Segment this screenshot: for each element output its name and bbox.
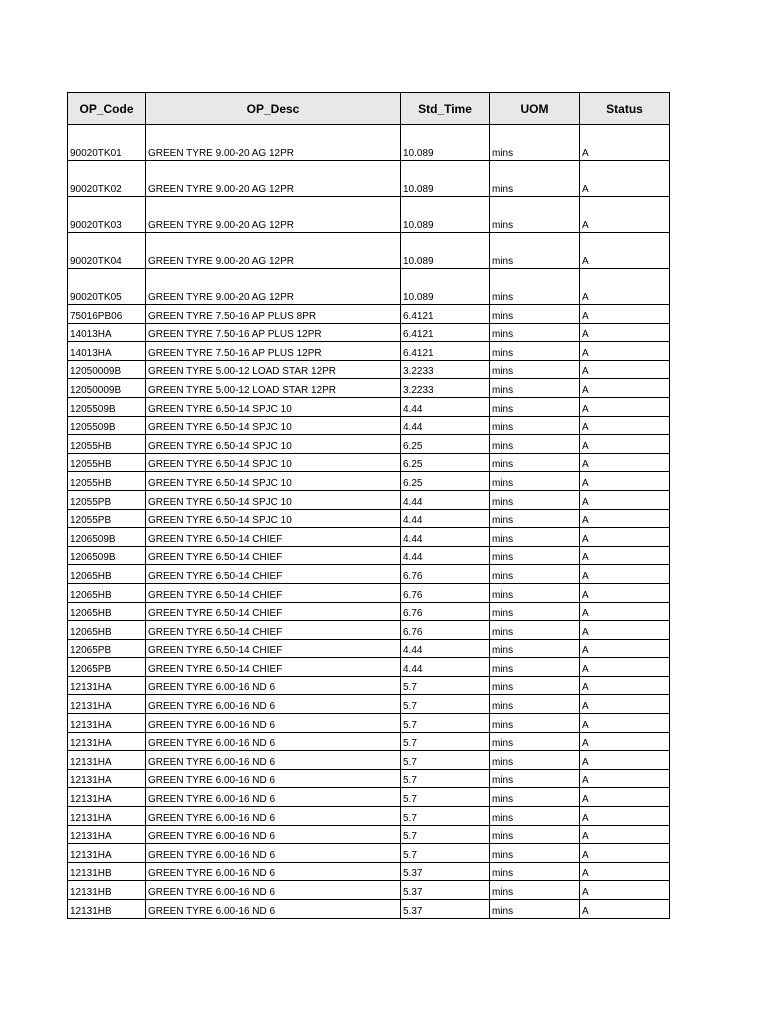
table-row <box>68 788 670 807</box>
cell-std-time: 6.25 <box>401 472 490 491</box>
cell-status: A <box>580 676 670 695</box>
cell-status: A <box>580 565 670 584</box>
cell-uom: mins <box>490 714 580 733</box>
cell-op-code: 14013HA <box>68 342 146 361</box>
cell-op-code: 90020TK01 <box>68 125 146 161</box>
table-row <box>68 583 670 602</box>
cell-uom: mins <box>490 233 580 269</box>
cell-status: A <box>580 360 670 379</box>
table-row <box>68 881 670 900</box>
cell-op-code: 12055PB <box>68 509 146 528</box>
cell-op-desc: GREEN TYRE 6.50-14 CHIEF <box>146 602 401 621</box>
cell-uom: mins <box>490 900 580 919</box>
cell-op-code: 12131HA <box>68 714 146 733</box>
cell-std-time: 4.44 <box>401 528 490 547</box>
cell-op-desc: GREEN TYRE 6.50-14 CHIEF <box>146 583 401 602</box>
cell-uom: mins <box>490 453 580 472</box>
table-row <box>68 676 670 695</box>
cell-status: A <box>580 490 670 509</box>
table-row <box>68 565 670 584</box>
cell-std-time: 3.2233 <box>401 360 490 379</box>
cell-status: A <box>580 416 670 435</box>
cell-op-desc: GREEN TYRE 9.00-20 AG 12PR <box>146 125 401 161</box>
table-header <box>68 93 670 125</box>
cell-uom: mins <box>490 621 580 640</box>
cell-op-desc: GREEN TYRE 6.50-14 CHIEF <box>146 639 401 658</box>
cell-op-desc: GREEN TYRE 6.50-14 SPJC 10 <box>146 490 401 509</box>
cell-std-time: 5.7 <box>401 751 490 770</box>
cell-op-desc: GREEN TYRE 9.00-20 AG 12PR <box>146 161 401 197</box>
cell-status: A <box>580 621 670 640</box>
cell-op-code: 12065PB <box>68 658 146 677</box>
cell-op-desc: GREEN TYRE 6.50-14 SPJC 10 <box>146 416 401 435</box>
cell-op-code: 1206509B <box>68 528 146 547</box>
cell-op-code: 12131HA <box>68 825 146 844</box>
cell-uom: mins <box>490 695 580 714</box>
header-row <box>68 93 670 125</box>
cell-op-code: 90020TK02 <box>68 161 146 197</box>
table-row <box>68 360 670 379</box>
cell-std-time: 5.37 <box>401 881 490 900</box>
cell-std-time: 4.44 <box>401 509 490 528</box>
cell-uom: mins <box>490 269 580 305</box>
cell-std-time: 4.44 <box>401 490 490 509</box>
cell-status: A <box>580 900 670 919</box>
cell-uom: mins <box>490 379 580 398</box>
table-row <box>68 305 670 324</box>
cell-uom: mins <box>490 769 580 788</box>
table-row <box>68 528 670 547</box>
table-row <box>68 342 670 361</box>
cell-status: A <box>580 714 670 733</box>
table-row <box>68 807 670 826</box>
cell-uom: mins <box>490 472 580 491</box>
cell-op-desc: GREEN TYRE 6.00-16 ND 6 <box>146 881 401 900</box>
cell-status: A <box>580 125 670 161</box>
cell-std-time: 10.089 <box>401 197 490 233</box>
cell-uom: mins <box>490 844 580 863</box>
cell-std-time: 5.7 <box>401 732 490 751</box>
cell-op-code: 90020TK03 <box>68 197 146 233</box>
cell-uom: mins <box>490 161 580 197</box>
table-row <box>68 769 670 788</box>
cell-op-desc: GREEN TYRE 6.00-16 ND 6 <box>146 751 401 770</box>
cell-status: A <box>580 161 670 197</box>
cell-op-desc: GREEN TYRE 6.50-14 CHIEF <box>146 621 401 640</box>
cell-std-time: 6.76 <box>401 602 490 621</box>
cell-uom: mins <box>490 676 580 695</box>
cell-status: A <box>580 769 670 788</box>
cell-std-time: 5.7 <box>401 695 490 714</box>
cell-op-code: 12065HB <box>68 565 146 584</box>
cell-std-time: 4.44 <box>401 397 490 416</box>
header-op-desc: OP_Desc <box>146 93 401 125</box>
cell-status: A <box>580 435 670 454</box>
cell-status: A <box>580 658 670 677</box>
cell-op-desc: GREEN TYRE 6.50-14 SPJC 10 <box>146 453 401 472</box>
cell-status: A <box>580 732 670 751</box>
cell-status: A <box>580 233 670 269</box>
cell-op-desc: GREEN TYRE 6.50-14 SPJC 10 <box>146 397 401 416</box>
cell-std-time: 3.2233 <box>401 379 490 398</box>
cell-status: A <box>580 862 670 881</box>
cell-uom: mins <box>490 397 580 416</box>
cell-op-desc: GREEN TYRE 6.00-16 ND 6 <box>146 714 401 733</box>
cell-op-code: 12131HA <box>68 695 146 714</box>
table-row <box>68 639 670 658</box>
cell-uom: mins <box>490 305 580 324</box>
cell-op-code: 12131HA <box>68 844 146 863</box>
cell-status: A <box>580 197 670 233</box>
table-row <box>68 732 670 751</box>
cell-op-code: 12065HB <box>68 602 146 621</box>
cell-status: A <box>580 825 670 844</box>
cell-std-time: 6.4121 <box>401 305 490 324</box>
cell-uom: mins <box>490 125 580 161</box>
cell-op-code: 12055HB <box>68 435 146 454</box>
cell-op-desc: GREEN TYRE 6.50-14 CHIEF <box>146 658 401 677</box>
cell-std-time: 10.089 <box>401 269 490 305</box>
table-row <box>68 714 670 733</box>
cell-std-time: 10.089 <box>401 233 490 269</box>
header-std-time: Std_Time <box>401 93 490 125</box>
table-row <box>68 125 670 161</box>
cell-uom: mins <box>490 323 580 342</box>
cell-std-time: 6.4121 <box>401 342 490 361</box>
cell-op-desc: GREEN TYRE 9.00-20 AG 12PR <box>146 269 401 305</box>
cell-uom: mins <box>490 825 580 844</box>
cell-std-time: 4.44 <box>401 658 490 677</box>
cell-status: A <box>580 881 670 900</box>
cell-op-code: 1205509B <box>68 416 146 435</box>
cell-op-desc: GREEN TYRE 6.00-16 ND 6 <box>146 862 401 881</box>
table-row <box>68 161 670 197</box>
cell-op-code: 12050009B <box>68 379 146 398</box>
cell-op-code: 12065HB <box>68 583 146 602</box>
cell-uom: mins <box>490 583 580 602</box>
cell-op-code: 1205509B <box>68 397 146 416</box>
table-row <box>68 472 670 491</box>
cell-status: A <box>580 323 670 342</box>
cell-std-time: 5.7 <box>401 807 490 826</box>
cell-std-time: 5.7 <box>401 788 490 807</box>
cell-std-time: 6.76 <box>401 583 490 602</box>
table-row <box>68 844 670 863</box>
table-row <box>68 416 670 435</box>
table-row <box>68 509 670 528</box>
cell-std-time: 5.37 <box>401 900 490 919</box>
header-op-code: OP_Code <box>68 93 146 125</box>
cell-uom: mins <box>490 658 580 677</box>
cell-status: A <box>580 342 670 361</box>
cell-op-code: 14013HA <box>68 323 146 342</box>
cell-op-code: 12131HA <box>68 751 146 770</box>
cell-op-code: 1206509B <box>68 546 146 565</box>
cell-uom: mins <box>490 360 580 379</box>
cell-op-desc: GREEN TYRE 6.50-14 CHIEF <box>146 528 401 547</box>
cell-status: A <box>580 639 670 658</box>
cell-op-code: 90020TK04 <box>68 233 146 269</box>
header-uom: UOM <box>490 93 580 125</box>
cell-uom: mins <box>490 197 580 233</box>
cell-op-desc: GREEN TYRE 6.50-14 SPJC 10 <box>146 472 401 491</box>
cell-op-code: 12055PB <box>68 490 146 509</box>
table-row <box>68 900 670 919</box>
table-row <box>68 695 670 714</box>
cell-uom: mins <box>490 509 580 528</box>
cell-op-desc: GREEN TYRE 6.00-16 ND 6 <box>146 732 401 751</box>
cell-status: A <box>580 807 670 826</box>
cell-op-desc: GREEN TYRE 5.00-12 LOAD STAR 12PR <box>146 360 401 379</box>
cell-op-code: 12131HB <box>68 862 146 881</box>
cell-std-time: 10.089 <box>401 125 490 161</box>
cell-status: A <box>580 528 670 547</box>
cell-op-code: 90020TK05 <box>68 269 146 305</box>
cell-op-desc: GREEN TYRE 6.00-16 ND 6 <box>146 807 401 826</box>
header-status: Status <box>580 93 670 125</box>
cell-status: A <box>580 602 670 621</box>
cell-status: A <box>580 397 670 416</box>
cell-op-code: 12055HB <box>68 453 146 472</box>
cell-op-desc: GREEN TYRE 5.00-12 LOAD STAR 12PR <box>146 379 401 398</box>
cell-op-desc: GREEN TYRE 7.50-16 AP PLUS 12PR <box>146 323 401 342</box>
table-row <box>68 233 670 269</box>
cell-op-desc: GREEN TYRE 6.00-16 ND 6 <box>146 769 401 788</box>
table-row <box>68 490 670 509</box>
cell-status: A <box>580 546 670 565</box>
cell-op-code: 12131HA <box>68 676 146 695</box>
cell-std-time: 4.44 <box>401 639 490 658</box>
cell-status: A <box>580 305 670 324</box>
cell-uom: mins <box>490 528 580 547</box>
cell-uom: mins <box>490 602 580 621</box>
cell-std-time: 6.25 <box>401 453 490 472</box>
cell-std-time: 5.37 <box>401 862 490 881</box>
cell-std-time: 6.76 <box>401 621 490 640</box>
cell-status: A <box>580 844 670 863</box>
cell-std-time: 6.25 <box>401 435 490 454</box>
cell-status: A <box>580 269 670 305</box>
cell-op-desc: GREEN TYRE 7.50-16 AP PLUS 12PR <box>146 342 401 361</box>
cell-op-code: 12050009B <box>68 360 146 379</box>
cell-uom: mins <box>490 546 580 565</box>
cell-op-code: 12131HA <box>68 732 146 751</box>
cell-op-desc: GREEN TYRE 6.00-16 ND 6 <box>146 788 401 807</box>
cell-op-code: 12065PB <box>68 639 146 658</box>
table-row <box>68 197 670 233</box>
cell-op-desc: GREEN TYRE 6.00-16 ND 6 <box>146 844 401 863</box>
cell-op-code: 12065HB <box>68 621 146 640</box>
cell-uom: mins <box>490 881 580 900</box>
cell-uom: mins <box>490 565 580 584</box>
cell-std-time: 6.76 <box>401 565 490 584</box>
cell-op-code: 12131HB <box>68 900 146 919</box>
cell-op-desc: GREEN TYRE 6.50-14 SPJC 10 <box>146 509 401 528</box>
cell-op-desc: GREEN TYRE 6.50-14 CHIEF <box>146 546 401 565</box>
table-row <box>68 453 670 472</box>
table-row <box>68 602 670 621</box>
cell-op-desc: GREEN TYRE 6.50-14 SPJC 10 <box>146 435 401 454</box>
cell-op-code: 12131HA <box>68 769 146 788</box>
cell-op-desc: GREEN TYRE 6.00-16 ND 6 <box>146 676 401 695</box>
table-row <box>68 397 670 416</box>
table-row <box>68 379 670 398</box>
cell-op-code: 12131HB <box>68 881 146 900</box>
cell-op-code: 12131HA <box>68 788 146 807</box>
table-row <box>68 269 670 305</box>
table-row <box>68 825 670 844</box>
cell-std-time: 4.44 <box>401 416 490 435</box>
cell-status: A <box>580 453 670 472</box>
cell-uom: mins <box>490 416 580 435</box>
cell-uom: mins <box>490 788 580 807</box>
cell-uom: mins <box>490 751 580 770</box>
cell-op-code: 12055HB <box>68 472 146 491</box>
cell-op-desc: GREEN TYRE 6.50-14 CHIEF <box>146 565 401 584</box>
cell-uom: mins <box>490 490 580 509</box>
cell-uom: mins <box>490 639 580 658</box>
cell-std-time: 6.4121 <box>401 323 490 342</box>
cell-status: A <box>580 583 670 602</box>
cell-uom: mins <box>490 732 580 751</box>
cell-std-time: 5.7 <box>401 825 490 844</box>
table-row <box>68 621 670 640</box>
cell-op-desc: GREEN TYRE 6.00-16 ND 6 <box>146 695 401 714</box>
cell-std-time: 5.7 <box>401 714 490 733</box>
cell-op-desc: GREEN TYRE 7.50-16 AP PLUS 8PR <box>146 305 401 324</box>
cell-uom: mins <box>490 342 580 361</box>
cell-uom: mins <box>490 435 580 454</box>
table-row <box>68 435 670 454</box>
cell-std-time: 10.089 <box>401 161 490 197</box>
cell-op-desc: GREEN TYRE 9.00-20 AG 12PR <box>146 197 401 233</box>
operations-table <box>67 92 670 919</box>
cell-status: A <box>580 788 670 807</box>
cell-status: A <box>580 695 670 714</box>
table-row <box>68 751 670 770</box>
table-row <box>68 546 670 565</box>
cell-std-time: 5.7 <box>401 676 490 695</box>
cell-status: A <box>580 509 670 528</box>
table-row <box>68 862 670 881</box>
cell-uom: mins <box>490 807 580 826</box>
cell-status: A <box>580 751 670 770</box>
cell-op-desc: GREEN TYRE 6.00-16 ND 6 <box>146 900 401 919</box>
table-body <box>68 125 670 919</box>
cell-status: A <box>580 379 670 398</box>
cell-op-code: 12131HA <box>68 807 146 826</box>
cell-op-code: 75016PB06 <box>68 305 146 324</box>
cell-std-time: 5.7 <box>401 844 490 863</box>
cell-std-time: 5.7 <box>401 769 490 788</box>
table-row <box>68 658 670 677</box>
cell-status: A <box>580 472 670 491</box>
table-row <box>68 323 670 342</box>
cell-std-time: 4.44 <box>401 546 490 565</box>
cell-uom: mins <box>490 862 580 881</box>
cell-op-desc: GREEN TYRE 9.00-20 AG 12PR <box>146 233 401 269</box>
cell-op-desc: GREEN TYRE 6.00-16 ND 6 <box>146 825 401 844</box>
